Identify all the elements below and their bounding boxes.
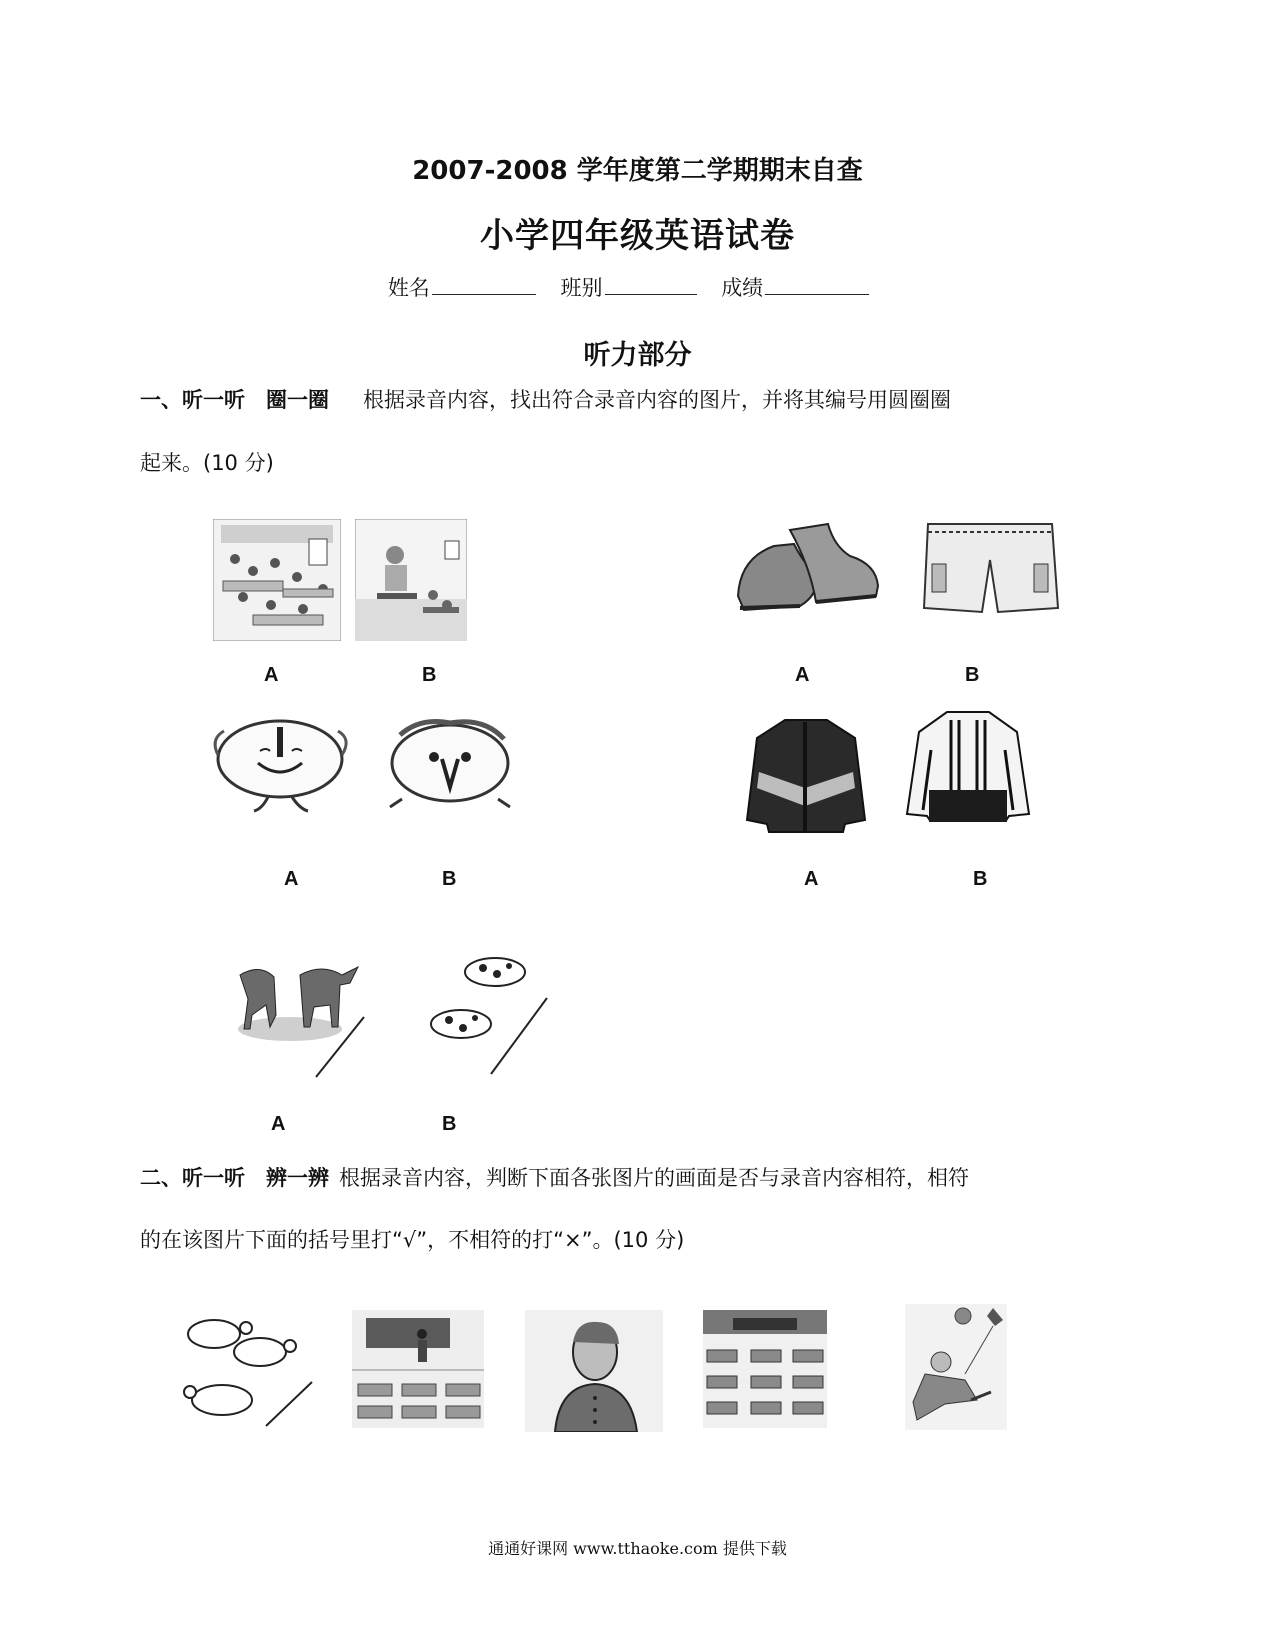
q2-instruction-cont: 的在该图片下面的括号里打“√”，不相符的打“×”。(10 分) [140, 1228, 685, 1252]
q2-label: 二、听一听 辨一辨 [140, 1166, 329, 1190]
q1-row1-left-option-a[interactable]: A [264, 664, 279, 686]
q1-row1-right-option-a[interactable]: A [795, 664, 810, 686]
shoes-picture [730, 516, 882, 624]
student-info-line [0, 272, 1275, 302]
clock-twelve-picture [210, 715, 352, 815]
footer-source: 通通好课网 www.tthaoke.com 提供下载 [488, 1539, 787, 1558]
q2-instruction: 根据录音内容，判断下面各张图片的画面是否与录音内容相符，相符 [339, 1166, 969, 1190]
classroom-teacher-picture [355, 519, 467, 641]
class-blank[interactable] [605, 274, 697, 295]
name-blank[interactable] [432, 274, 536, 295]
q1-row2-left-option-a[interactable]: A [284, 868, 299, 890]
q1-row1-right-option-b[interactable]: B [965, 664, 980, 686]
horses-picture [230, 955, 366, 1079]
cows-picture [425, 950, 549, 1076]
q1-instruction-cont: 起来。(10 分) [140, 451, 274, 475]
clock-six-picture [380, 715, 520, 815]
classroom-blackboard-picture [352, 1310, 484, 1428]
sheep-picture [182, 1312, 314, 1428]
kite-girl-picture [905, 1304, 1007, 1430]
jacket-striped-picture [745, 716, 867, 834]
exam-title-subject: 小学四年级英语试卷 [480, 216, 795, 256]
jacket-dark-picture [905, 710, 1031, 822]
q1-label: 一、听一听 圈一圈 [140, 388, 329, 412]
q2-instruction-line [140, 1162, 969, 1192]
exam-title-term: 2007-2008 学年度第二学期期末自查 [412, 156, 863, 186]
shorts-picture [920, 520, 1060, 616]
q1-row3-option-a[interactable]: A [271, 1113, 286, 1135]
q1-row2-right-option-b[interactable]: B [973, 868, 988, 890]
q1-row3-option-b[interactable]: B [442, 1113, 457, 1135]
classroom-desks-picture [703, 1310, 827, 1428]
q1-instruction: 根据录音内容，找出符合录音内容的图片，并将其编号用圆圈圈 [363, 388, 951, 412]
score-label: 成绩 [721, 276, 764, 300]
class-label: 班别 [560, 276, 603, 300]
name-label: 姓名 [387, 276, 430, 300]
listening-section-heading: 听力部分 [583, 340, 692, 371]
man-picture [525, 1310, 663, 1432]
q1-row2-left-option-b[interactable]: B [442, 868, 457, 890]
score-blank[interactable] [765, 274, 869, 295]
q1-instruction-line [140, 384, 951, 414]
q1-row1-left-option-b[interactable]: B [422, 664, 437, 686]
q1-row2-right-option-a[interactable]: A [804, 868, 819, 890]
classroom-lunch-picture [213, 519, 341, 641]
